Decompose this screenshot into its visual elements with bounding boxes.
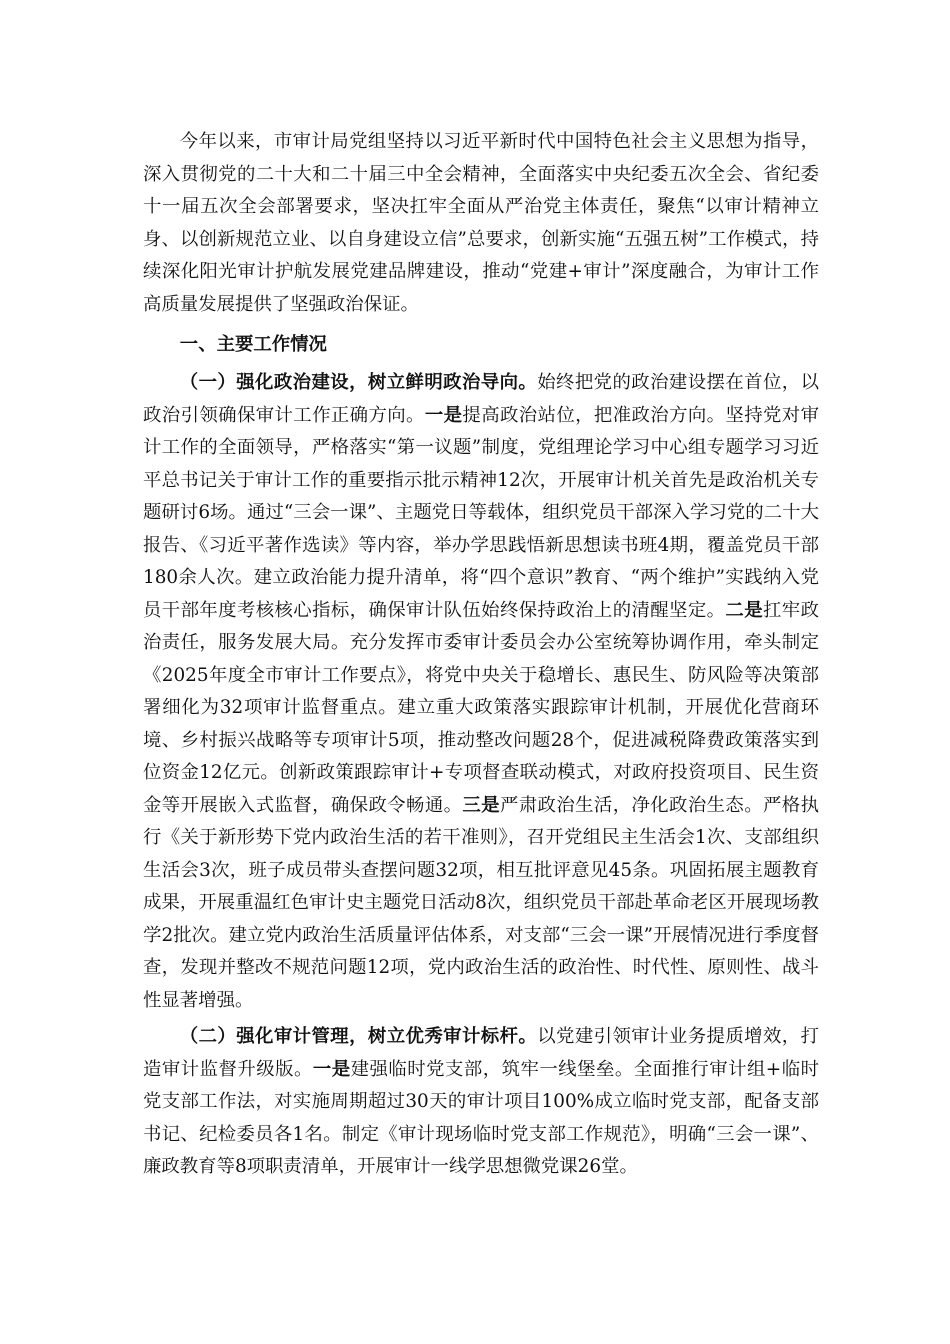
- section-2-point-1-marker: 一是: [312, 1058, 351, 1080]
- section-1-point-1-text: 提高政治站位，把准政治方向。坚持党对审计工作的全面领导，严格落实“第一议题”制度，党组理论学习中心组专题学习习近平总书记关于审计工作的重要指示批示精神12次，开展审计机关首先是政治机关专题研讨6场。通过“三会一课”、主题党日等载体，组织党员干部深入学习党的二十大报告、《习近平著作选读》等内容，举办学思践悟新思想读书班4期，覆盖党员干部180余人次。建立政治能力提升清单，将“四个意识”教育、“两个维护”实践纳入党员干部年度考核核心指标，确保审计队伍始终保持政治上的清醒坚定。: [143, 404, 819, 621]
- section-2-title: （二）强化审计管理，树立优秀审计标杆。: [179, 1026, 538, 1047]
- section-1-point-3-text: 严肃政治生活，净化政治生态。严格执行《关于新形势下党内政治生活的若干准则》，召开党组民主生活会1次、支部组织生活会3次，班子成员带头查摆问题32项，相互批评意见45条。巩固拓展主题教育成果，开展重温红色审计史主题党日活动8次，组织党员干部赴革命老区开展现场教学2批次。建立党内政治生活质量评估体系，对支部“三会一课”开展情况进行季度督查，发现并整改不规范问题12项，党内政治生活的政治性、时代性、原则性、战斗性显著增强。: [143, 794, 819, 1011]
- section-1-point-2-text: 扛牢政治责任，服务发展大局。充分发挥市委审计委员会办公室统筹协调作用，牵头制定《2025年度全市审计工作要点》，将党中央关于稳增长、惠民生、防风险等决策部署细化为32项审计监督重点。建立重大政策落实跟踪审计机制，开展优化营商环境、乡村振兴战略等专项审计5项，推动整改问题28个，促进减税降费政策落实到位资金12亿元。创新政策跟踪审计+专项督查联动模式，对政府投资项目、民生资金等开展嵌入式监督，确保政令畅通。: [143, 599, 819, 816]
- section-1-title: （一）强化政治建设，树立鲜明政治导向。: [179, 372, 538, 393]
- intro-paragraph: 今年以来，市审计局党组坚持以习近平新时代中国特色社会主义思想为指导，深入贯彻党的二十大和二十届三中全会精神，全面落实中央纪委五次全会、省纪委十一届五次全会部署要求，坚决扛牢全面从严治党主体责任，聚焦“以审计精神立身、以创新规范立业、以自身建设立信”总要求，创新实施“五强五树”工作模式，持续深化阳光审计护航发展党建品牌建设，推动“党建+审计”深度融合，为审计工作高质量发展提供了坚强政治保证。: [143, 131, 819, 315]
- document-page: [143, 126, 819, 1184]
- section-2-lead: 以党建引领审计业务提质增效，打造审计监督升级版。: [143, 1026, 819, 1080]
- section-1-paragraph: [143, 367, 819, 1017]
- section-1-point-2-marker: 二是: [725, 599, 763, 621]
- section-1-point-3-marker: 三是: [462, 794, 500, 816]
- section-2-paragraph: [143, 1021, 819, 1184]
- section-1-lead: 始终把党的政治建设摆在首位，以政治引领确保审计工作正确方向。: [143, 372, 819, 426]
- section-2-point-1-text: 建强临时党支部，筑牢一线堡垒。全面推行审计组+临时党支部工作法，对实施周期超过30天的审计项目100%成立临时党支部，配备支部书记、纪检委员各1名。制定《审计现场临时党支部工作规范》，明确“三会一课”、廉政教育等8项职责清单，开展审计一线学思想微党课26堂。: [143, 1058, 819, 1177]
- section-heading-main-work: 一、主要工作情况: [179, 334, 327, 355]
- section-1-point-1-marker: 一是: [424, 404, 463, 426]
